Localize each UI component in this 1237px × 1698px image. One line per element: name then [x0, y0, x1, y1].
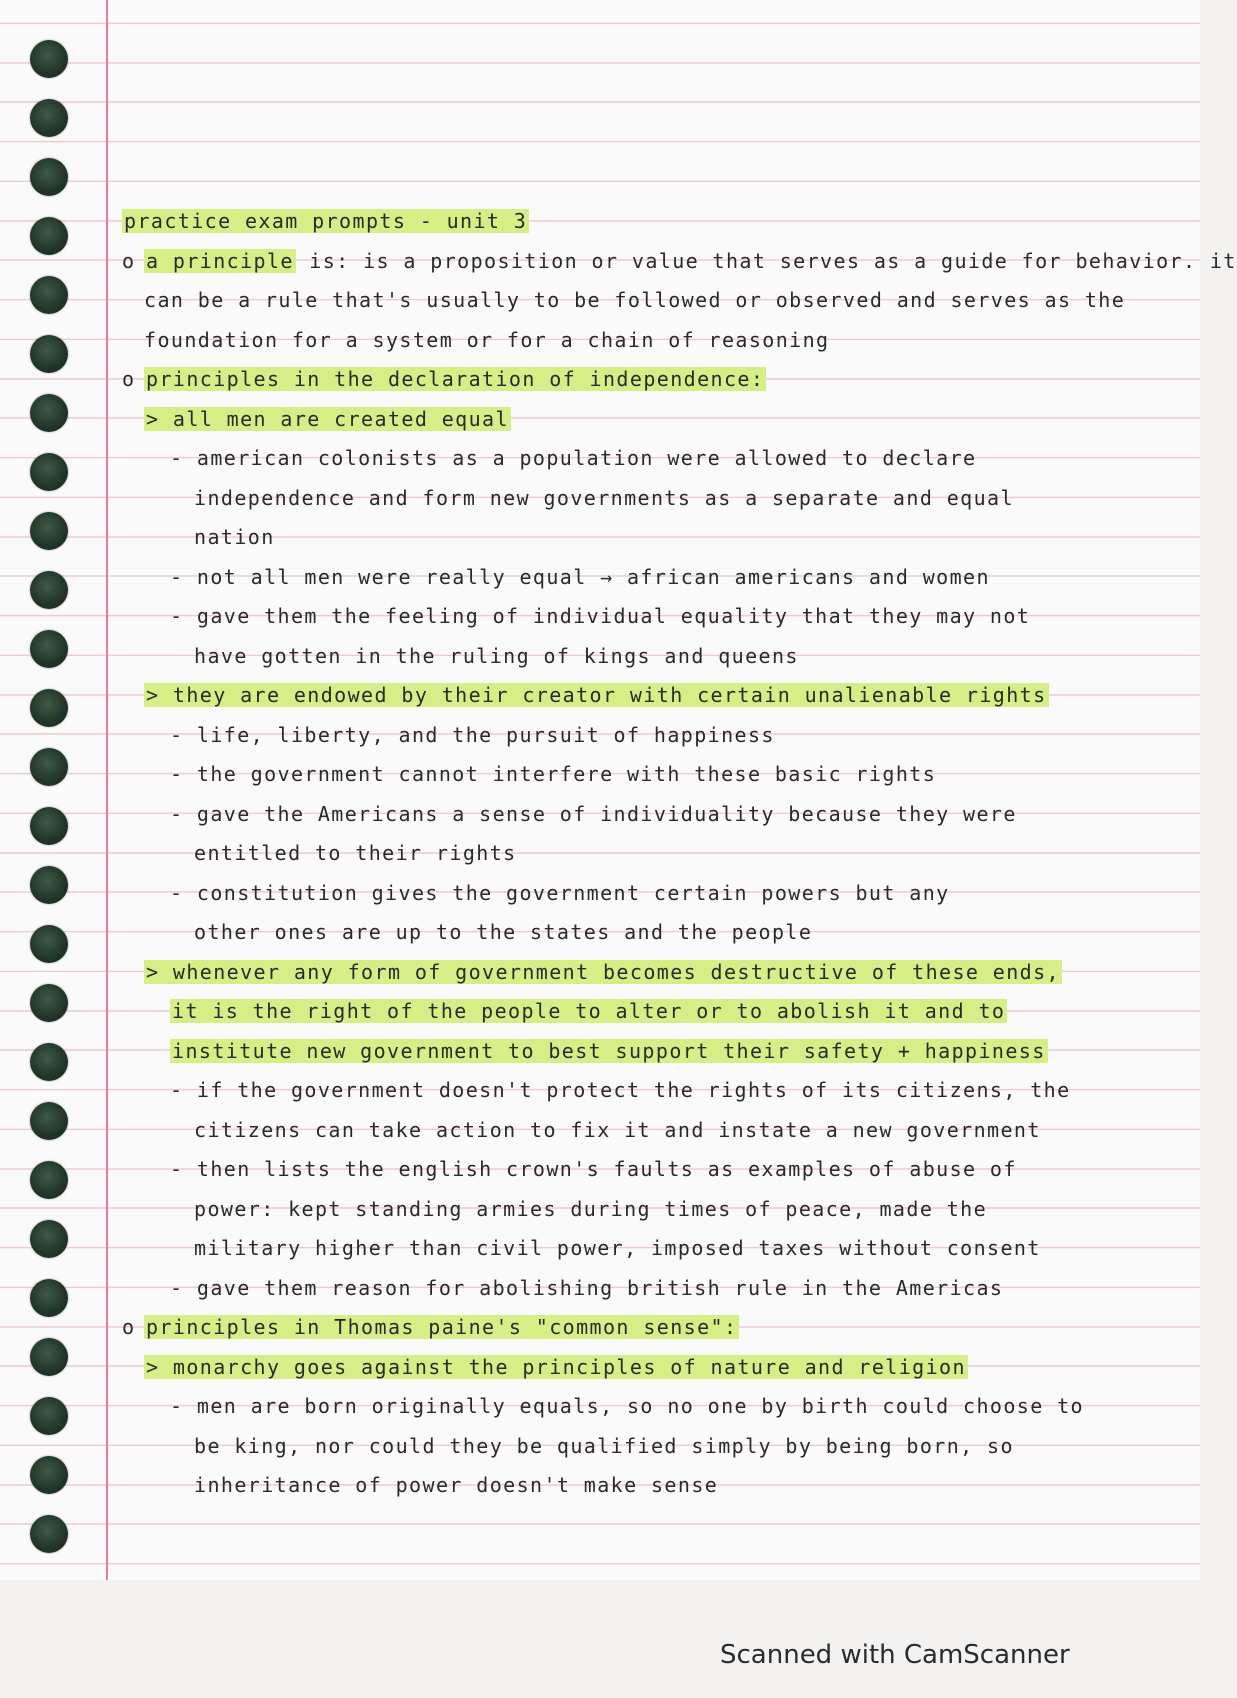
binder-hole	[30, 217, 68, 255]
binder-hole	[30, 1220, 68, 1258]
scanner-watermark: Scanned with CamScanner	[720, 1640, 1070, 1670]
binder-hole	[30, 630, 68, 668]
binder-hole	[30, 99, 68, 137]
note-line: - american colonists as a population were allowed to declare	[170, 446, 977, 470]
note-line: - men are born originally equals, so no one by birth could choose to	[170, 1394, 1084, 1418]
binder-hole	[30, 1102, 68, 1140]
note-line: it is the right of the people to alter or to abolish it and to	[172, 999, 1006, 1023]
margin-line	[106, 0, 108, 1580]
note-line: institute new government to best support their safety + happiness	[172, 1038, 1046, 1063]
binder-hole	[30, 689, 68, 727]
note-line: be king, nor could they be qualified simply by being born, so	[194, 1433, 1014, 1458]
binder-hole	[30, 1456, 68, 1494]
note-line: military higher than civil power, imposed taxes without consent	[194, 1236, 1041, 1260]
note-line: can be a rule that's usually to be followed or observed and serves as the	[144, 288, 1126, 312]
binder-hole	[30, 807, 68, 845]
binder-hole	[30, 1279, 68, 1317]
binder-hole	[30, 1043, 68, 1081]
note-line: power: kept standing armies during times of peace, made the	[194, 1196, 988, 1221]
note-title: practice exam prompts - unit 3	[124, 209, 528, 233]
binder-hole	[30, 1397, 68, 1435]
note-line: - then lists the english crown's faults as examples of abuse of	[170, 1157, 1017, 1181]
note-line: - the government cannot interfere with these basic rights	[170, 762, 937, 786]
note-line: independence and form new governments as a separate and equal	[194, 485, 1014, 510]
binder-hole	[30, 1515, 68, 1553]
note-line: - constitution gives the government certain powers but any	[170, 880, 950, 905]
binder-hole	[30, 276, 68, 314]
binder-hole	[30, 866, 68, 904]
binder-hole	[30, 158, 68, 196]
note-line: nation	[194, 525, 275, 549]
note-line: - gave them the feeling of individual equality that they may not	[170, 604, 1031, 628]
note-line: > monarchy goes against the principles of nature and religion	[146, 1354, 966, 1379]
binder-hole	[30, 394, 68, 432]
note-line: entitled to their rights	[194, 841, 517, 865]
note-line: > they are endowed by their creator with certain unalienable rights	[146, 683, 1047, 707]
note-line: inheritance of power doesn't make sense	[194, 1473, 719, 1497]
note-line: citizens can take action to fix it and instate a new government	[194, 1117, 1041, 1142]
binder-hole	[30, 571, 68, 609]
note-line: - if the government doesn't protect the rights of its citizens, the	[170, 1078, 1071, 1102]
notes-body	[122, 202, 1237, 1506]
binder-hole	[30, 40, 68, 78]
note-line: - life, liberty, and the pursuit of happiness	[170, 722, 775, 747]
note-line: > whenever any form of government becomes destructive of these ends,	[146, 959, 1060, 984]
note-line: > all men are created equal	[146, 406, 509, 431]
section-heading: o principles in the declaration of independence:	[122, 367, 765, 391]
binder-hole	[30, 512, 68, 550]
note-line: - gave them reason for abolishing british rule in the Americas	[170, 1275, 1004, 1300]
note-line: - gave the Americans a sense of individuality because they were	[170, 801, 1017, 826]
binder-hole	[30, 453, 68, 491]
note-line: other ones are up to the states and the people	[194, 920, 813, 944]
binder-hole	[30, 748, 68, 786]
note-line: o a principle is: is a proposition or value that serves as a guide for behavior. it	[122, 248, 1237, 273]
binder-hole	[30, 1338, 68, 1376]
note-line: have gotten in the ruling of kings and queens	[194, 643, 799, 668]
section-heading: o principles in Thomas paine's "common sense":	[122, 1315, 738, 1339]
binder-hole	[30, 925, 68, 963]
binder-hole	[30, 984, 68, 1022]
binder-hole	[30, 335, 68, 373]
note-line: - not all men were really equal → african americans and women	[170, 564, 990, 589]
note-line: foundation for a system or for a chain of reasoning	[144, 327, 830, 352]
binder-hole	[30, 1161, 68, 1199]
